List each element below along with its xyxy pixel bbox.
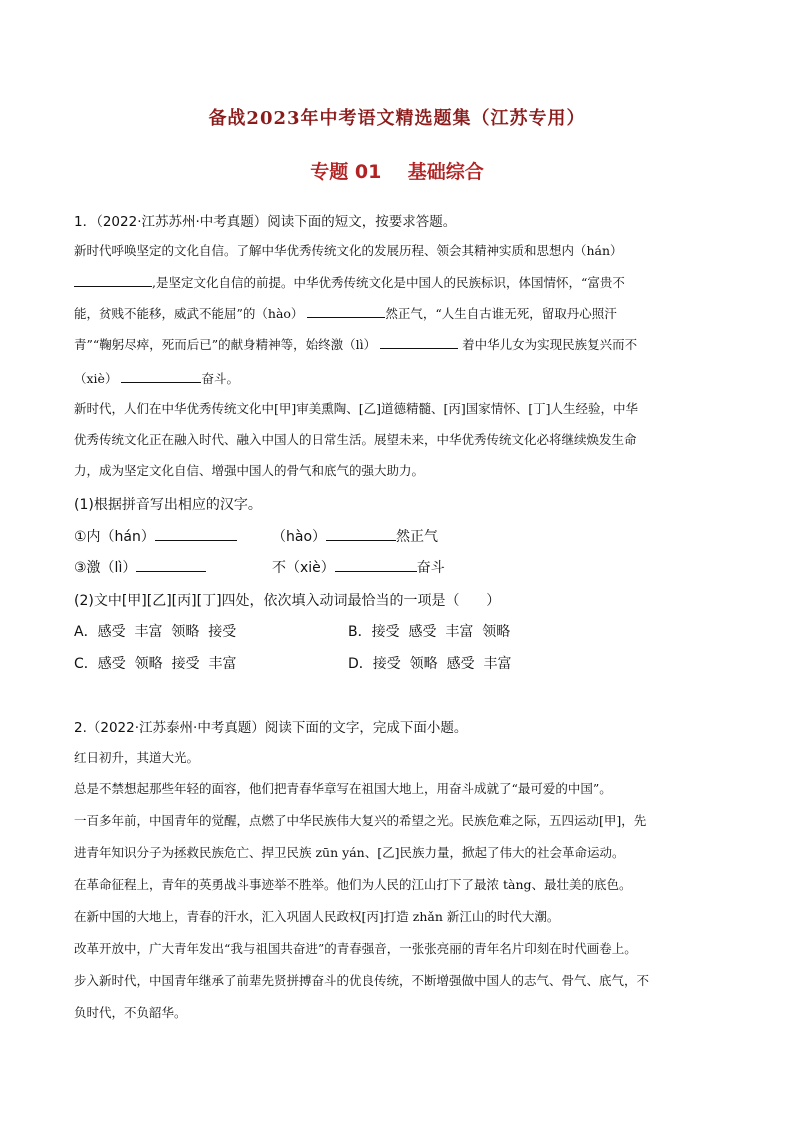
question-1-stem: 1．（2022·江苏苏州·中考真题）阅读下面的短文，按要求答题。	[74, 214, 457, 230]
passage-text: ,是坚定文化自信的前提。中华优秀传统文化是中国人的民族标识，体国情怀，“富贵不	[152, 275, 625, 290]
passage-line	[74, 272, 625, 291]
pinyin-label: （hào）	[272, 529, 327, 545]
passage-line	[74, 303, 617, 322]
passage-line: 在新中国的大地上，青春的汗水，汇入巩固人民政权[丙]打造 zhǎn 新江山的时代大潮。	[74, 909, 560, 924]
passage-line: 进青年知识分子为拯救民族危亡、捍卫民族 zūn yán、[乙]民族力量，掀起了伟大的社会革命运动。	[74, 845, 625, 860]
option-c[interactable]: C．感受 领略 接受 丰富	[74, 656, 237, 672]
passage-text: 青”“鞠躬尽瘁，死而后已”的献身精神等，始终激（lì）	[74, 337, 377, 352]
pinyin-label: 奋斗	[416, 560, 445, 576]
passage-text: （xiè）	[74, 371, 118, 386]
pinyin-label: ①内（hán）	[74, 529, 155, 545]
pinyin-row	[74, 526, 237, 546]
pinyin-row	[74, 557, 206, 577]
pinyin-label: 不（xiè）	[272, 560, 335, 576]
passage-line: 红日初升，其道大光。	[74, 750, 200, 765]
answer-blank[interactable]	[136, 557, 206, 572]
passage-text: 着中华儿女为实现民族复兴而不	[462, 337, 638, 352]
answer-blank[interactable]	[380, 334, 458, 349]
passage-line: 总是不禁想起那些年轻的面容，他们把青春华章写在祖国大地上，用奋斗成就了“最可爱的中国”。	[74, 781, 612, 796]
passage-line: 力，成为坚定文化自信、增强中国人的骨气和底气的强大助力。	[74, 463, 425, 478]
option-a[interactable]: A．感受 丰富 领略 接受	[74, 624, 237, 640]
answer-blank[interactable]	[74, 272, 152, 287]
sub-question-1: (1)根据拼音写出相应的汉字。	[74, 497, 262, 513]
pinyin-row	[272, 526, 438, 546]
answer-blank[interactable]	[307, 303, 385, 318]
document-title: 备战2023年中考语文精选题集（江苏专用）	[208, 108, 586, 129]
passage-line: 负时代，不负韶华。	[74, 1005, 187, 1020]
section-title: 专题 01 基础综合	[310, 161, 484, 183]
pinyin-label: ③激（lì）	[74, 560, 137, 576]
answer-blank[interactable]	[155, 526, 237, 541]
sub-question-2: (2)文中[甲][乙][丙][丁]四处，依次填入动词最恰当的一项是（ ）	[74, 593, 501, 609]
pinyin-row	[272, 557, 445, 577]
passage-line: 步入新时代，中国青年继承了前辈先贤拼搏奋斗的优良传统，不断增强做中国人的志气、骨气、底气，不	[74, 973, 650, 988]
pinyin-label: 然正气	[396, 529, 439, 545]
passage-text: 然正气，“人生自古谁无死，留取丹心照汗	[385, 306, 617, 321]
passage-line	[74, 334, 637, 353]
passage-line: 新时代呼唤坚定的文化自信。了解中华优秀传统文化的发展历程、领会其精神实质和思想内（hán）	[74, 243, 623, 258]
option-b[interactable]: B．接受 感受 丰富 领略	[348, 624, 511, 640]
answer-blank[interactable]	[121, 368, 201, 383]
passage-line: 优秀传统文化正在融入时代、融入中国人的日常生活。展望未来，中华优秀传统文化必将继续焕发生命	[74, 432, 637, 447]
answer-blank[interactable]	[335, 557, 417, 572]
passage-text: 奋斗。	[201, 371, 239, 386]
option-d[interactable]: D．接受 领略 感受 丰富	[348, 656, 512, 672]
passage-line: 改革开放中，广大青年发出“我与祖国共奋进”的青春强音，一张张亮丽的青年名片印刻在时代画卷上。	[74, 941, 637, 956]
passage-line	[74, 368, 239, 387]
passage-line: 一百多年前，中国青年的觉醒，点燃了中华民族伟大复兴的希望之光。民族危难之际，五四运动[甲]，先	[74, 813, 647, 828]
passage-text: 能，贫贱不能移，威武不能屈”的（hào）	[74, 306, 304, 321]
passage-line: 新时代，人们在中华优秀传统文化中[甲]审美熏陶、[乙]道德精髓、[丙]国家情怀、[丁]人生经验，中华	[74, 401, 639, 416]
passage-line: 在革命征程上，青年的英勇战斗事迹举不胜举。他们为人民的江山打下了最浓 tàng、最壮美的底色。	[74, 877, 632, 892]
question-2-stem: 2.（2022·江苏泰州·中考真题）阅读下面的文字，完成下面小题。	[74, 720, 468, 736]
answer-blank[interactable]	[326, 526, 396, 541]
